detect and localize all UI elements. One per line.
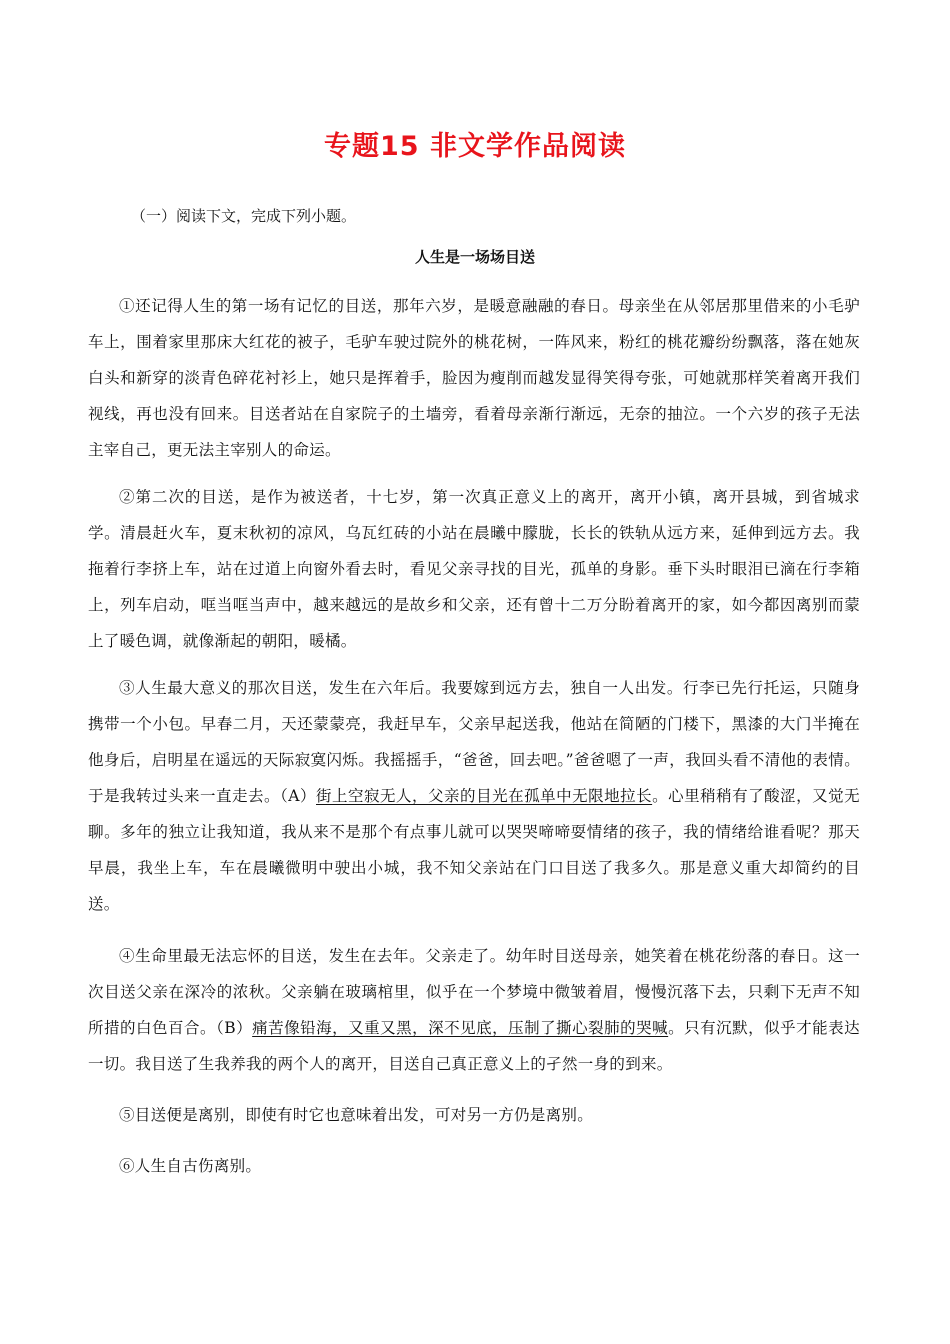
paragraph-2: ②第二次的目送，是作为被送者，十七岁，第一次真正意义上的离开，离开小镇，离开县城，到省城求学。清晨赶火车，夏末秋初的凉风，乌瓦红砖的小站在晨曦中朦胧，长长的铁轨从远方来，延伸到远方去。我拖着行李挤上车，站在过道上向窗外看去时，看见父亲寻找的目光，孤单的身影。垂下头时眼泪已滴在行李箱上，列车启动，哐当哐当声中，越来越远的是故乡和父亲，还有曾十二万分盼着离开的家，如今都因离别而蒙上了暖色调，就像渐起的朝阳，暖橘。 [88, 488, 860, 650]
paragraph-3 [88, 670, 860, 922]
paragraph-6: ⑥人生自古伤离别。 [119, 1157, 262, 1175]
paragraph-3-text-a: ③人生最大意义的那次目送，发生在六年后。我要嫁到远方去，独自一人出发。行李已先行托运，只随身携带一个小包。早春二月，天还蒙蒙亮，我赶早车，父亲早起送我，他站在简陋的门楼下，黑漆的大门半掩在他身后，启明星在遥远的天际寂寞闪烁。我摇摇手，“爸爸，回去吧。”爸爸嗯了一声，我回头看不清他的表情。于是我转过头来一直走去。（A） [88, 679, 860, 805]
paragraph-4-text-a: ④生命里最无法忘怀的目送，发生在去年。父亲走了。幼年时目送母亲，她笑着在桃花纷落的春日。这一次目送父亲在深冷的浓秋。父亲躺在玻璃棺里，似乎在一个梦境中微皱着眉，慢慢沉落下去，只剩下无声不知所措的白色百合。（B） [88, 947, 860, 1037]
page-title: 专题15 非文学作品阅读 [324, 131, 626, 162]
underlined-sentence-a: 街上空寂无人，父亲的目光在孤单中无限地拉长 [316, 787, 653, 805]
reading-instruction: （一）阅读下文，完成下列小题。 [131, 207, 357, 225]
underlined-sentence-b: 痛苦像铅海，又重又黑，深不见底，压制了撕心裂肺的哭喊 [252, 1019, 669, 1037]
article-title: 人生是一场场目送 [414, 248, 535, 266]
paragraph-5: ⑤目送便是离别，即使有时它也意味着出发，可对另一方仍是离别。 [119, 1106, 594, 1124]
paragraph-3-text-b: 。心里稍稍有了酸涩，又觉无聊。多年的独立让我知道，我从来不是那个有点事儿就可以哭哭啼啼耍情绪的孩子，我的情绪给谁看呢？那天早晨，我坐上车，车在晨曦微明中驶出小城，我不知父亲站在门口目送了我多久。那是意义重大却简约的目送。 [88, 787, 860, 913]
paragraph-1: ①还记得人生的第一场有记忆的目送，那年六岁，是暖意融融的春日。母亲坐在从邻居那里借来的小毛驴车上，围着家里那床大红花的被子，毛驴车驶过院外的桃花树，一阵风来，粉红的桃花瓣纷纷飘落，落在她灰白头和新穿的淡青色碎花衬衫上，她只是挥着手，脸因为瘦削而越发显得笑得夸张，可她就那样笑着离开我们视线，再也没有回来。目送者站在自家院子的土墙旁，看着母亲渐行渐远，无奈的抽泣。一个六岁的孩子无法主宰自己，更无法主宰别人的命运。 [88, 297, 860, 459]
paragraph-4-text-b: 。只有沉默，似乎才能表达一切。我目送了生我养我的两个人的离开，目送自己真正意义上的孑然一身的到来。 [88, 1019, 860, 1073]
paragraph-4 [88, 938, 860, 1082]
